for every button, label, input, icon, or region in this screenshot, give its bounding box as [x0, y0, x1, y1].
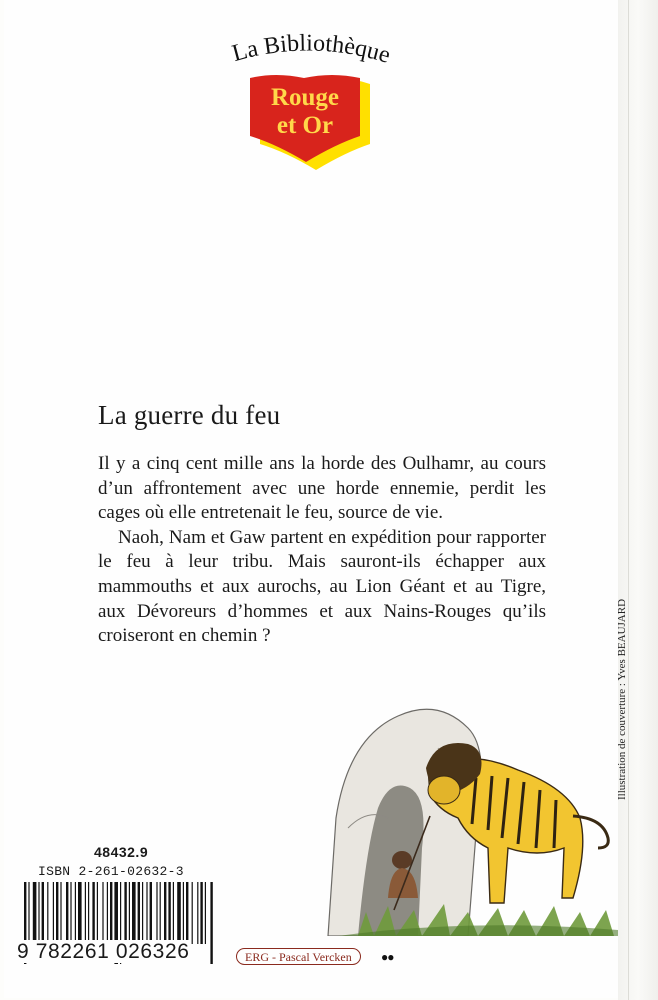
catalog-number: 48432.9 [94, 844, 149, 860]
spine-edge [618, 0, 658, 1000]
lion-cave-illustration [318, 698, 618, 936]
shield-label [246, 84, 364, 140]
series-name: La Bibliothèque [229, 30, 394, 69]
barcode-digits: 9 782261 026326 [17, 940, 190, 963]
isbn-text: ISBN 2-261-02632-3 [38, 864, 184, 879]
shield-line-2: et Or [276, 112, 334, 139]
publisher-tag: ERG - Pascal Vercken [236, 948, 361, 965]
summary-paragraph-2: Naoh, Nam et Gaw partent en expédition pour rapporter le feu à leur tribu. Mais sauront-ils échapper aux mammouths et aux aurochs, au Lion Géant et au Tigre, aux Dévoreurs d’hommes et aux Nains-Rouges qu’ils croiseront en chemin ? [98, 526, 546, 647]
shield-line-1: Rouge [270, 84, 340, 111]
book-summary [98, 452, 546, 649]
book-title: La guerre du feu [98, 400, 281, 430]
illustration-credit-text: Illustration de couverture : Yves BEAUJARD [616, 598, 628, 800]
publisher-marks: ●● [381, 950, 394, 964]
summary-paragraph-1: Il y a cinq cent mille ans la horde des Oulhamr, au cours d’un affrontement avec une horde ennemie, perdit les cages où elle entretenait le feu, source de vie. [98, 453, 546, 524]
